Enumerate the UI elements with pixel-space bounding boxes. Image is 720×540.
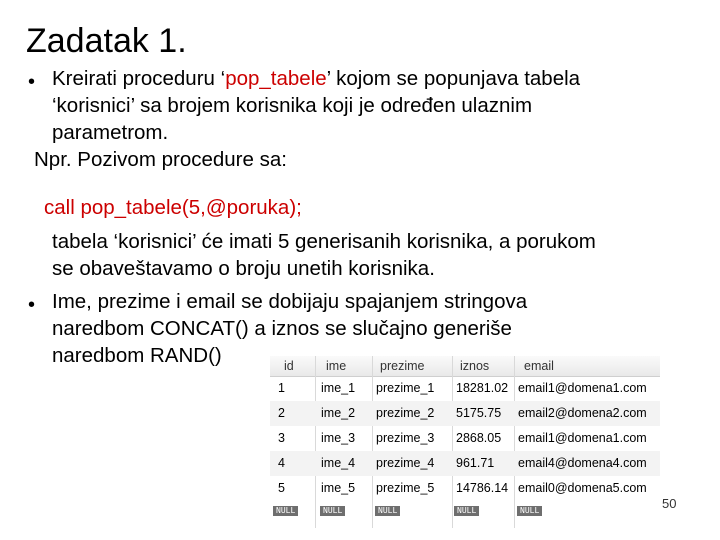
cell-email: email0@domena5.com bbox=[518, 481, 647, 495]
cell-prezime: prezime_2 bbox=[376, 406, 435, 420]
cell-id: 3 bbox=[278, 431, 285, 445]
line-2: ‘korisnici’ sa brojem korisnika koji je određen ulaznim bbox=[52, 94, 533, 117]
cell-id: 1 bbox=[278, 381, 285, 395]
cell-iznos: 14786.14 bbox=[456, 481, 509, 495]
header-prezime[interactable]: prezime bbox=[380, 359, 425, 373]
cell-ime: ime_2 bbox=[321, 406, 356, 420]
cell-email: email1@domena1.com bbox=[518, 381, 647, 395]
line-4: Npr. Pozivom procedure sa: bbox=[34, 148, 287, 171]
header-id[interactable]: id bbox=[284, 359, 294, 373]
table-row[interactable] bbox=[270, 476, 660, 501]
cell-prezime: prezime_1 bbox=[376, 381, 435, 395]
cell-ime: ime_1 bbox=[321, 381, 356, 395]
bullet-2: • bbox=[28, 294, 36, 316]
cell-iznos: 2868.05 bbox=[456, 431, 502, 445]
line-3: parametrom. bbox=[52, 121, 169, 144]
cell-id: 5 bbox=[278, 481, 285, 495]
cell-ime: ime_4 bbox=[321, 456, 356, 470]
header-iznos[interactable]: iznos bbox=[460, 359, 490, 373]
table-row[interactable] bbox=[270, 426, 660, 451]
cell-email: email2@domena2.com bbox=[518, 406, 647, 420]
line-10: naredbom RAND() bbox=[52, 344, 222, 367]
null-marker: NULL bbox=[375, 506, 400, 516]
line-9: naredbom CONCAT() a iznos se slučajno generiše bbox=[52, 317, 512, 340]
line-1 bbox=[52, 66, 580, 93]
cell-id: 4 bbox=[278, 456, 285, 470]
result-grid bbox=[270, 356, 660, 528]
null-marker: NULL bbox=[517, 506, 542, 516]
cell-prezime: prezime_3 bbox=[376, 431, 435, 445]
line-8: Ime, prezime i email se dobijaju spajanjem stringova bbox=[52, 290, 528, 313]
null-marker: NULL bbox=[454, 506, 479, 516]
table-row[interactable] bbox=[270, 401, 660, 426]
cell-ime: ime_3 bbox=[321, 431, 356, 445]
new-row[interactable] bbox=[270, 502, 660, 520]
cell-prezime: prezime_5 bbox=[376, 481, 435, 495]
cell-email: email4@domena4.com bbox=[518, 456, 647, 470]
header-email[interactable]: email bbox=[524, 359, 554, 373]
grid-header bbox=[270, 356, 660, 377]
table-row[interactable] bbox=[270, 376, 660, 401]
table-row[interactable] bbox=[270, 451, 660, 476]
cell-prezime: prezime_4 bbox=[376, 456, 435, 470]
procedure-name: pop_tabele bbox=[225, 67, 327, 90]
bullet-1: • bbox=[28, 71, 36, 93]
line-7: se obaveštavamo o broju unetih korisnika. bbox=[52, 257, 435, 280]
cell-iznos: 961.71 bbox=[456, 456, 495, 470]
cell-email: email1@domena1.com bbox=[518, 431, 647, 445]
page-number: 50 bbox=[662, 496, 677, 511]
cell-ime: ime_5 bbox=[321, 481, 356, 495]
line-6: tabela ‘korisnici’ će imati 5 generisanih korisnika, a porukom bbox=[52, 230, 596, 253]
line-1-start: Kreirati proceduru ‘ bbox=[52, 67, 226, 90]
line-1-end: ’ kojom se popunjava tabela bbox=[326, 67, 581, 90]
slide-title: Zadatak 1. bbox=[26, 22, 187, 60]
cell-id: 2 bbox=[278, 406, 285, 420]
null-marker: NULL bbox=[320, 506, 345, 516]
cell-iznos: 18281.02 bbox=[456, 381, 509, 395]
cell-iznos: 5175.75 bbox=[456, 406, 502, 420]
header-ime[interactable]: ime bbox=[326, 359, 347, 373]
call-statement: call pop_tabele(5,@poruka); bbox=[44, 196, 302, 219]
null-marker: NULL bbox=[273, 506, 298, 516]
